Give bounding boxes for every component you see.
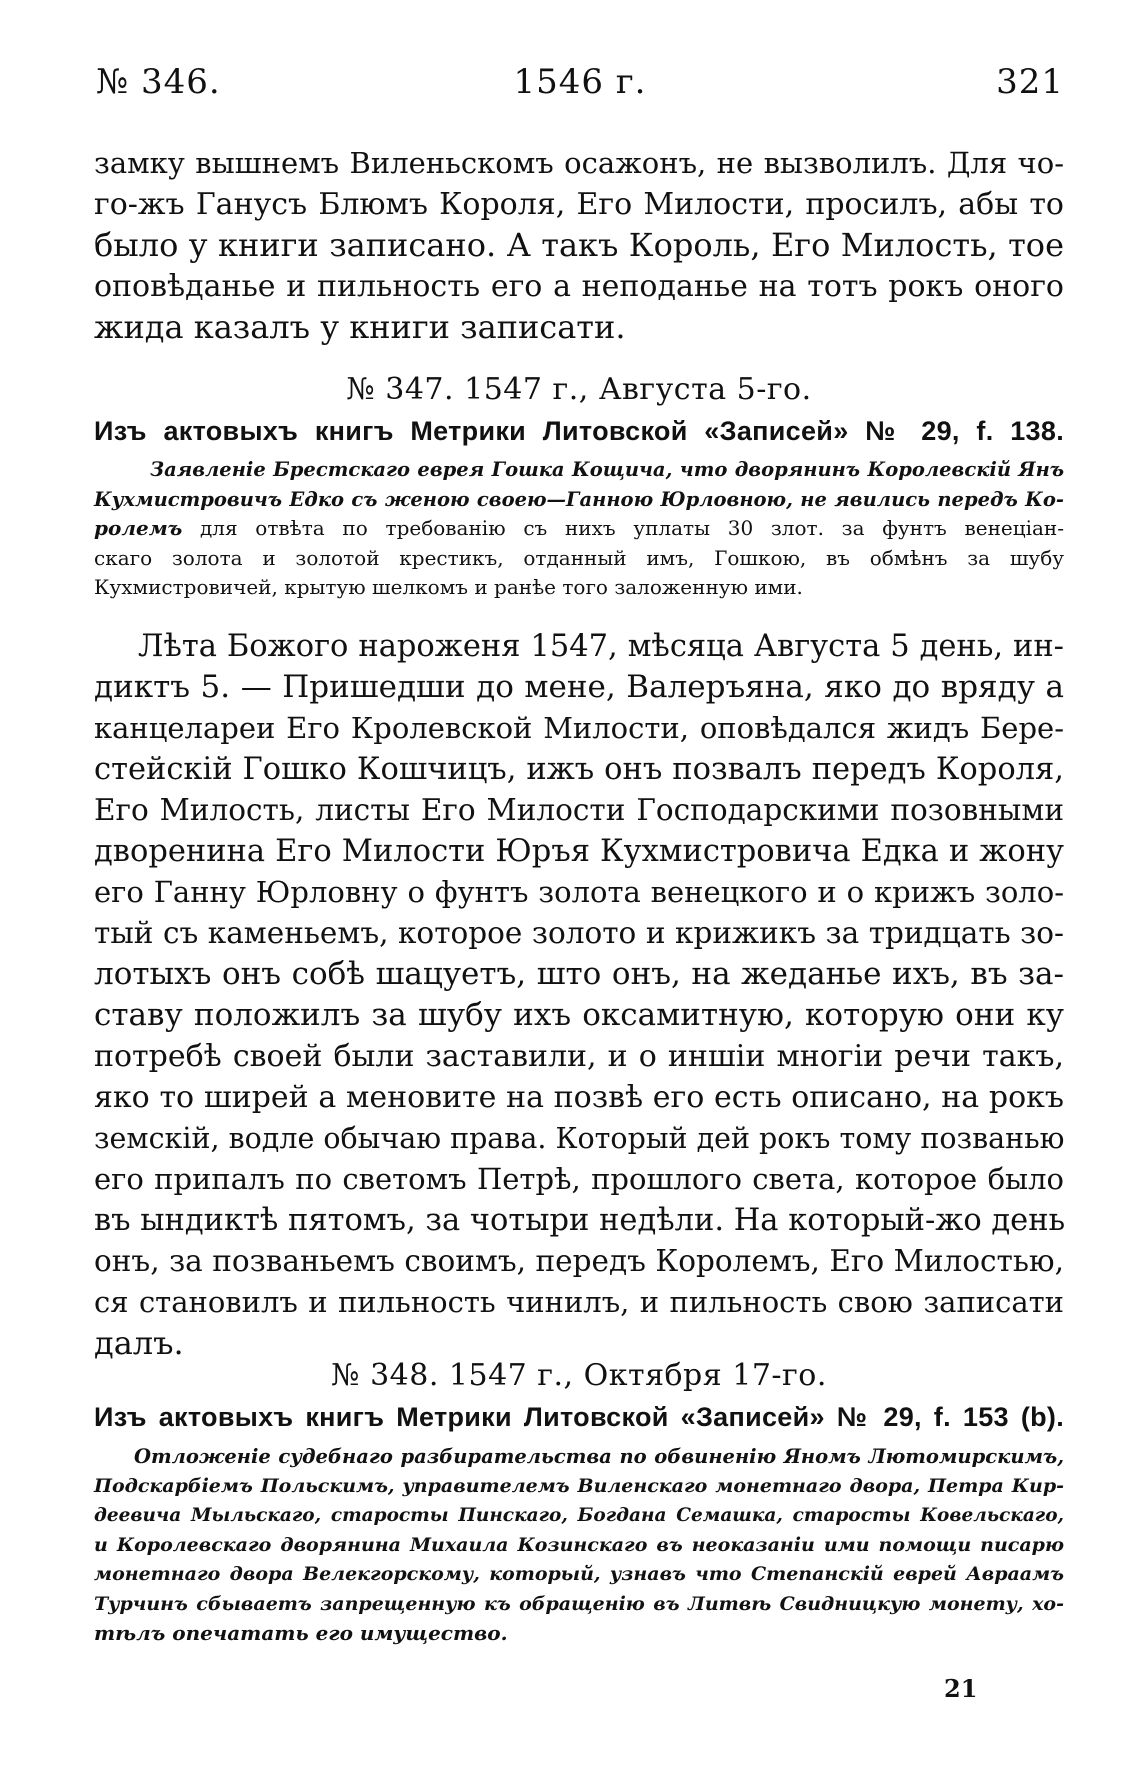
- summary-line: Заявленіе Брестскаго еврея Гошка Кощича, что дворянинъ Королевскій Янъ: [150, 458, 1064, 481]
- summary-line: [94, 514, 1064, 544]
- text-line: Его Милость, листы Его Милости Господарскими позовными: [94, 793, 1064, 827]
- signature-mark: 21: [944, 1674, 978, 1703]
- text-line: онъ, за позваньемъ своимъ, передъ Королемъ, Его Милостью,: [94, 1244, 1064, 1278]
- entry-347-number: № 347.: [346, 372, 455, 407]
- text-line: диктъ 5. — Пришедши до мене, Валеръяна, яко до вряду а: [94, 669, 1064, 705]
- entry-348-number: № 348.: [331, 1358, 439, 1393]
- summary-line: скаго золота и золотой крестикъ, отданный имъ, Гошкою, въ обмѣнъ за шубу: [94, 545, 1064, 570]
- entry-348-heading: [94, 1358, 1064, 1393]
- summary-line: Отложеніе судебнаго разбирательства по обвиненію Яномъ Лютомирскимъ,: [134, 1445, 1064, 1468]
- text-line: ставу положилъ за шубу ихъ оксамитную, которую они ку: [94, 997, 1064, 1033]
- entry-347-text: [94, 626, 1064, 1364]
- text-line: го-жъ Ганусъ Блюмъ Короля, Его Милости, просилъ, абы то: [94, 187, 1064, 222]
- page-header: [96, 62, 1064, 112]
- text-line: его припалъ по светомъ Петрѣ, прошлого света, которое было: [94, 1162, 1064, 1196]
- summary-line: монетнаго двора Велекгорскому, который, узнавъ что Степанскій еврей Авраамъ: [94, 1563, 1064, 1585]
- entry-348-summary: [94, 1442, 1064, 1649]
- text-line: ся становилъ и пильность чинилъ, и пильность свою записати: [94, 1285, 1064, 1319]
- summary-line: Подскарбіемъ Польскимъ, управителемъ Виленскаго монетнаго двора, Петра Кир-: [94, 1474, 1064, 1497]
- summary-line: Кухмистровичъ Едко съ женою своею—Ганною Юрловною, не явились передъ Ко-: [94, 487, 1064, 511]
- text-line: яко то ширей а меновите на позвѣ его есть описано, на рокъ: [94, 1080, 1064, 1115]
- entry-347-date: 1547 г., Августа 5-го.: [464, 372, 812, 407]
- text-line: его Ганну Юрловну о фунтъ золота венецкого и о крижъ золо-: [94, 875, 1064, 909]
- header-page-number: 321: [996, 62, 1064, 102]
- text-line: канцелареи Его Кролевской Милости, оповѣдался жидъ Бере-: [94, 711, 1064, 745]
- text-line: дворенина Его Милости Юръя Кухмистровича Едка и жону: [94, 834, 1064, 869]
- entry-348-source: Изъ актовыхъ книгъ Метрики Литовской «Записей» № 29, f. 153 (b).: [94, 1402, 1064, 1432]
- entry-347-source: Изъ актовыхъ книгъ Метрики Литовской «Записей» № 29, f. 138.: [94, 416, 1064, 446]
- entry-346-continuation: [94, 143, 1064, 348]
- summary-line: Турчинъ сбываетъ запрещенную къ обращенію въ Литвѣ Свидницкую монету, хо-: [94, 1592, 1064, 1615]
- summary-italic-fragment: ролемъ: [94, 516, 183, 540]
- summary-line: и Королевскаго дворянина Михаила Козинскаго въ неоказаніи ими помощи писарю: [94, 1533, 1064, 1556]
- text-line: потребѣ своей были заставили, и о иншіи многіи речи такъ,: [94, 1039, 1064, 1074]
- text-line: жида казалъ у книги записати.: [94, 308, 626, 346]
- text-line: было у книги записано. А такъ Король, Его Милость, тое: [94, 226, 1064, 264]
- header-year: 1546 г.: [513, 62, 647, 102]
- text-line: лотыхъ онъ собѣ шацуетъ, што онъ, на жеданье ихъ, въ за-: [94, 956, 1064, 992]
- header-entry-number: № 346.: [96, 62, 221, 102]
- summary-line: тѣлъ опечатать его имущество.: [94, 1621, 508, 1645]
- text-line: въ ындиктѣ пятомъ, за чотыри недѣли. На который-жо день: [94, 1203, 1066, 1238]
- entry-347-heading: [94, 372, 1064, 407]
- summary-line: Кухмистровичей, крытую шелкомъ и ранѣе того заложенную ими.: [94, 575, 803, 599]
- text-line: Лѣта Божого нароженя 1547, мѣсяца Августа 5 день, ин-: [138, 629, 1064, 664]
- text-line: земскій, водле обычаю права. Который дей рокъ тому позванью: [94, 1122, 1065, 1155]
- text-line: замку вышнемъ Виленьскомъ осажонъ, не вызволилъ. Для чо-: [94, 146, 1064, 180]
- entry-348-date: 1547 г., Октября 17-го.: [448, 1358, 827, 1393]
- summary-regular-fragment: для отвѣта по требованію съ нихъ уплаты 30 злот. за фунтъ венеціан-: [182, 516, 1064, 540]
- text-line: далъ.: [94, 1324, 184, 1362]
- text-line: оповѣданье и пильность его а неподанье на тотъ рокъ оного: [94, 269, 1064, 304]
- text-line: тый съ каменьемъ, которое золото и крижикъ за тридцать зо-: [94, 916, 1064, 950]
- summary-line: деевича Мыльскаго, старосты Пинскаго, Богдана Семашка, старосты Ковельскаго,: [94, 1505, 1064, 1526]
- entry-347-summary: [94, 455, 1064, 603]
- text-line: стейскій Гошко Кошчицъ, ижъ онъ позвалъ передъ Короля,: [94, 752, 1064, 787]
